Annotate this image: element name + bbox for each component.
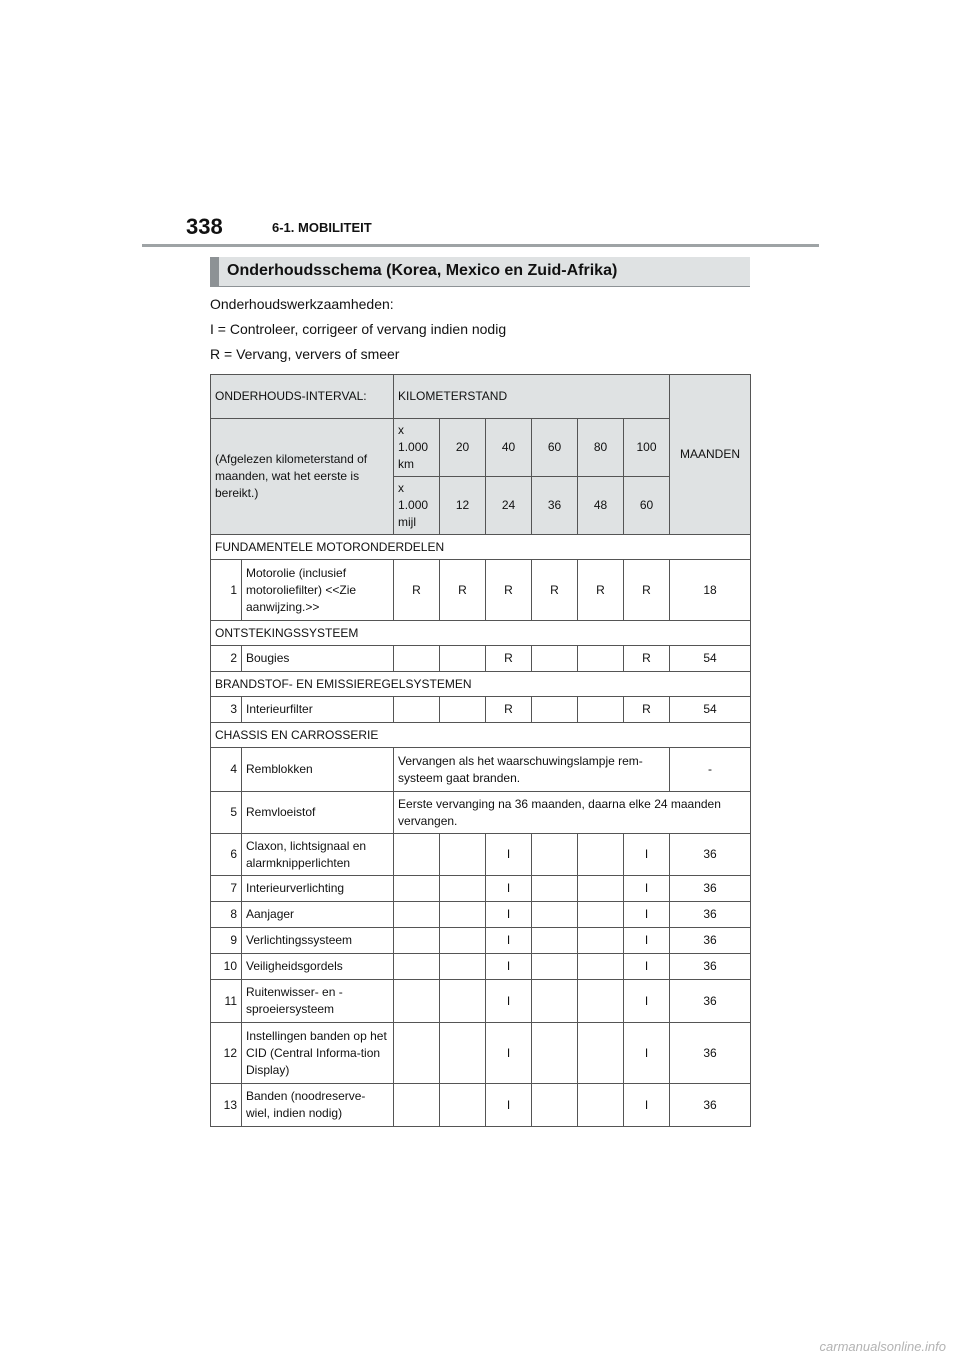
row-check <box>532 928 578 954</box>
row-check: R <box>440 560 486 621</box>
row-check: R <box>486 646 532 672</box>
mile-unit: x 1.000 mijl <box>394 477 440 535</box>
row-number: 12 <box>211 1023 242 1084</box>
header-row-interval <box>211 375 751 419</box>
row-item: Interieurfilter <box>242 697 394 723</box>
intro-line-1: Onderhoudswerkzaamheden: <box>210 296 394 312</box>
mile-value: 36 <box>532 477 578 535</box>
row-check <box>532 876 578 902</box>
table-row <box>211 928 751 954</box>
row-item: Remvloeistof <box>242 792 394 834</box>
row-months: - <box>670 748 751 792</box>
odometer-label: KILOMETERSTAND <box>394 375 670 419</box>
row-check <box>440 646 486 672</box>
schedule-title: Onderhoudsschema (Korea, Mexico en Zuid-Afrika) <box>210 257 750 287</box>
row-check <box>394 876 440 902</box>
interval-label: ONDERHOUDS-INTERVAL: <box>211 375 394 419</box>
row-check <box>578 902 624 928</box>
row-months: 36 <box>670 902 751 928</box>
table-row <box>211 834 751 876</box>
row-check <box>578 928 624 954</box>
row-item: Verlichtingssysteem <box>242 928 394 954</box>
header-rule <box>142 244 819 247</box>
row-check <box>394 928 440 954</box>
category-row <box>211 723 751 748</box>
row-check <box>394 697 440 723</box>
row-item: Banden (noodreserve-wiel, indien nodig) <box>242 1084 394 1127</box>
table-row <box>211 954 751 980</box>
mile-value: 48 <box>578 477 624 535</box>
row-check <box>440 1023 486 1084</box>
category-ignition: ONTSTEKINGSSYSTEEM <box>211 621 751 646</box>
row-check <box>394 1084 440 1127</box>
mile-value: 60 <box>624 477 670 535</box>
row-number: 3 <box>211 697 242 723</box>
row-check: I <box>624 980 670 1023</box>
category-fuel: BRANDSTOF- EN EMISSIEREGELSYSTEMEN <box>211 672 751 697</box>
row-number: 10 <box>211 954 242 980</box>
row-number: 2 <box>211 646 242 672</box>
row-months: 36 <box>670 980 751 1023</box>
row-check <box>394 980 440 1023</box>
header-row-km <box>211 419 751 477</box>
row-check: R <box>486 560 532 621</box>
table-row <box>211 1084 751 1127</box>
row-check: I <box>486 1023 532 1084</box>
row-check <box>578 954 624 980</box>
months-label: MAANDEN <box>670 375 751 535</box>
row-months: 54 <box>670 646 751 672</box>
row-check <box>578 646 624 672</box>
row-item: Remblokken <box>242 748 394 792</box>
table-row <box>211 902 751 928</box>
row-months: 36 <box>670 1084 751 1127</box>
intro-line-2: I = Controleer, corrigeer of vervang indien nodig <box>210 321 507 337</box>
row-number: 8 <box>211 902 242 928</box>
table-row <box>211 646 751 672</box>
table-row <box>211 560 751 621</box>
row-months: 36 <box>670 954 751 980</box>
row-check: R <box>394 560 440 621</box>
row-months: 36 <box>670 928 751 954</box>
row-months: 18 <box>670 560 751 621</box>
row-check <box>440 876 486 902</box>
row-item: Interieurverlichting <box>242 876 394 902</box>
row-item: Veiligheidsgordels <box>242 954 394 980</box>
row-check <box>532 697 578 723</box>
category-row <box>211 621 751 646</box>
row-check <box>440 1084 486 1127</box>
row-check <box>440 928 486 954</box>
row-number: 13 <box>211 1084 242 1127</box>
row-check: I <box>624 1023 670 1084</box>
row-months: 36 <box>670 834 751 876</box>
intro-line-3: R = Vervang, ververs of smeer <box>210 346 400 362</box>
row-check <box>532 954 578 980</box>
row-check: I <box>624 834 670 876</box>
row-check: I <box>624 954 670 980</box>
row-check <box>532 1084 578 1127</box>
km-value: 60 <box>532 419 578 477</box>
row-check <box>532 1023 578 1084</box>
row-note: Vervangen als het waarschuwingslampje rem-systeem gaat branden. <box>394 748 670 792</box>
row-check <box>578 1084 624 1127</box>
row-check <box>394 646 440 672</box>
row-check: I <box>624 876 670 902</box>
category-row <box>211 672 751 697</box>
row-number: 1 <box>211 560 242 621</box>
table-row <box>211 980 751 1023</box>
row-number: 7 <box>211 876 242 902</box>
row-check: I <box>486 834 532 876</box>
row-check <box>532 980 578 1023</box>
row-check: I <box>624 1084 670 1127</box>
row-months: 36 <box>670 1023 751 1084</box>
row-check <box>440 834 486 876</box>
row-check: I <box>624 928 670 954</box>
table-row <box>211 792 751 834</box>
row-check <box>394 834 440 876</box>
row-number: 9 <box>211 928 242 954</box>
row-check: I <box>624 902 670 928</box>
row-check <box>578 697 624 723</box>
row-check <box>578 876 624 902</box>
page-number: 338 <box>186 214 223 239</box>
row-check: R <box>486 697 532 723</box>
table-row <box>211 748 751 792</box>
row-check <box>532 646 578 672</box>
row-item: Claxon, lichtsignaal en alarmknipperlichten <box>242 834 394 876</box>
mile-value: 24 <box>486 477 532 535</box>
row-months: 54 <box>670 697 751 723</box>
row-check <box>394 1023 440 1084</box>
section-label: 6-1. MOBILITEIT <box>272 220 372 235</box>
km-value: 80 <box>578 419 624 477</box>
reading-note: (Afgelezen kilometerstand of maanden, wat het eerste is bereikt.) <box>211 419 394 535</box>
row-check: R <box>624 560 670 621</box>
row-check: I <box>486 928 532 954</box>
row-check <box>394 954 440 980</box>
row-check: R <box>624 646 670 672</box>
row-check: I <box>486 1084 532 1127</box>
row-check: R <box>578 560 624 621</box>
row-check: I <box>486 902 532 928</box>
row-check <box>578 980 624 1023</box>
row-check: I <box>486 954 532 980</box>
row-check <box>440 954 486 980</box>
row-item: Bougies <box>242 646 394 672</box>
km-value: 40 <box>486 419 532 477</box>
table-row <box>211 876 751 902</box>
table-row <box>211 697 751 723</box>
row-check: I <box>486 980 532 1023</box>
row-check <box>440 980 486 1023</box>
row-item: Aanjager <box>242 902 394 928</box>
row-check: I <box>486 876 532 902</box>
row-note: Eerste vervanging na 36 maanden, daarna elke 24 maanden vervangen. <box>394 792 751 834</box>
row-number: 5 <box>211 792 242 834</box>
row-item: Motorolie (inclusief motoroliefilter) <<Zie aanwijzing.>> <box>242 560 394 621</box>
row-check <box>440 697 486 723</box>
mile-value: 12 <box>440 477 486 535</box>
category-chassis: CHASSIS EN CARROSSERIE <box>211 723 751 748</box>
row-check: R <box>532 560 578 621</box>
row-check <box>440 902 486 928</box>
row-check: R <box>624 697 670 723</box>
row-check <box>578 834 624 876</box>
row-check <box>394 902 440 928</box>
row-number: 4 <box>211 748 242 792</box>
row-check <box>532 834 578 876</box>
row-item: Ruitenwisser- en -sproeiersysteem <box>242 980 394 1023</box>
watermark: carmanualsonline.info <box>819 1339 946 1354</box>
km-value: 20 <box>440 419 486 477</box>
km-value: 100 <box>624 419 670 477</box>
row-months: 36 <box>670 876 751 902</box>
row-check <box>532 902 578 928</box>
table-row <box>211 1023 751 1084</box>
category-row <box>211 535 751 560</box>
maintenance-table <box>210 374 751 1127</box>
row-item: Instellingen banden op het CID (Central Informa-tion Display) <box>242 1023 394 1084</box>
row-number: 11 <box>211 980 242 1023</box>
row-check <box>578 1023 624 1084</box>
row-number: 6 <box>211 834 242 876</box>
category-engine: FUNDAMENTELE MOTORONDERDELEN <box>211 535 751 560</box>
km-unit: x 1.000 km <box>394 419 440 477</box>
